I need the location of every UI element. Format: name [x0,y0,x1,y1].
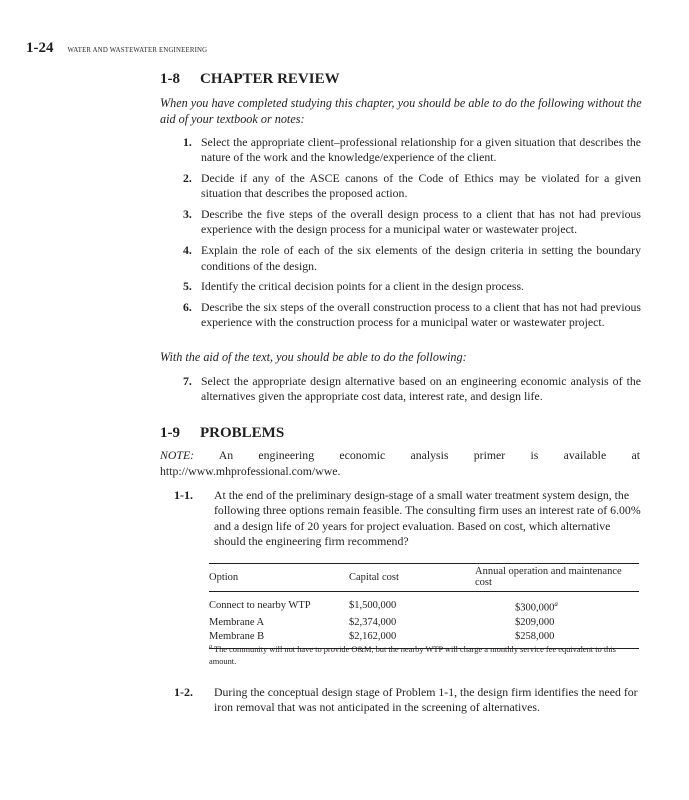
section-title: PROBLEMS [200,425,285,441]
objectives-list [183,135,641,336]
problem-text: At the end of the preliminary design-stage of a small water treatment system design, the following three options remain feasible. The consulting firm uses an interest rate of 6.00% and a design life of 20 years for project evaluation. Based on cost, which alternative should the engineering firm recommend? [214,488,641,548]
objective-item: 1. Select the appropriate client–professional relationship for a given situation that describes the nature of the work and the knowledge/experience of the client. [183,135,641,165]
column-header: Capital cost [349,564,459,592]
objective-item: 7. Select the appropriate design alternative based on an engineering economic analysis of the alternatives given the appropriate cost data, interest rate, and design life. [183,374,641,404]
column-header: Option [209,564,349,592]
table-cell: $2,162,000 [349,630,459,649]
objective-item: 5. Identify the critical decision points for a client in the design process. [183,279,525,294]
section-number: 1-8 [160,71,180,87]
running-title: WATER AND WASTEWATER ENGINEERING [67,47,208,54]
table-row [209,592,639,616]
objective-item: 2. Decide if any of the ASCE canons of the Code of Ethics may be violated for a given situation that describes the proposed action. [183,171,641,201]
objective-item: 6. Describe the six steps of the overall construction process to a client that has not had previous experience with the construction process for a municipal water or wastewater project. [183,300,641,330]
section-title: CHAPTER REVIEW [200,71,340,87]
table-cell: $209,000 [515,616,555,628]
table-cell: $300,000$^a$ [515,600,558,614]
problems-heading [160,425,284,442]
objective-item: 3. Describe the five steps of the overall design process to a client that has not had previous experience with the design process for a municipal water or wastewater project. [183,207,641,237]
problem-number: 1-2. [174,685,193,699]
footnote-marker: a [554,600,558,608]
footnote-text: The community will not have to provide O&M, but the nearby WTP will charge a monthly service fee equivalent to this amount. [209,644,616,666]
problems-note [160,448,640,479]
chapter-review-intro: When you have completed studying this chapter, you should be able to do the following without the aid of your textbook or notes: [160,96,642,126]
table-footnote [209,641,619,668]
table-header-row [209,564,639,592]
objectives-list-2 [183,374,641,410]
table-cell: Membrane B [209,630,349,649]
problem-text: During the conceptual design stage of Problem 1-1, the design firm identifies the need for iron removal that was not anticipated in the screening of alternatives. [214,685,638,715]
table-cell: Membrane A [209,616,265,628]
running-head [26,40,207,57]
cost-table [209,563,639,649]
chapter-review-heading [160,71,340,88]
column-header: Annual operation and maintenance cost [459,564,639,592]
page-number: 1-24 [26,40,54,56]
objective-item: 4. Explain the role of each of the six elements of the design criteria in setting the boundary conditions of the design. [183,243,641,273]
footnote-marker: a [209,644,212,650]
problem-1-2 [174,685,642,716]
note-label: NOTE: [160,448,195,462]
chapter-review-intro-2: With the aid of the text, you should be able to do the following: [160,350,467,364]
table-row [209,616,639,630]
table-cell: Connect to nearby WTP [209,600,311,612]
table-cell: $2,374,000 [349,616,397,628]
table-cell: $258,000 [459,630,639,649]
table-cell: $1,500,000 [349,600,397,612]
problem-number: 1-1. [174,488,193,502]
problem-1-1 [174,488,642,549]
section-number: 1-9 [160,425,180,441]
note-text: An engineering economic analysis primer is available at http://www.mhprofessional.com/wwe. [160,448,640,478]
